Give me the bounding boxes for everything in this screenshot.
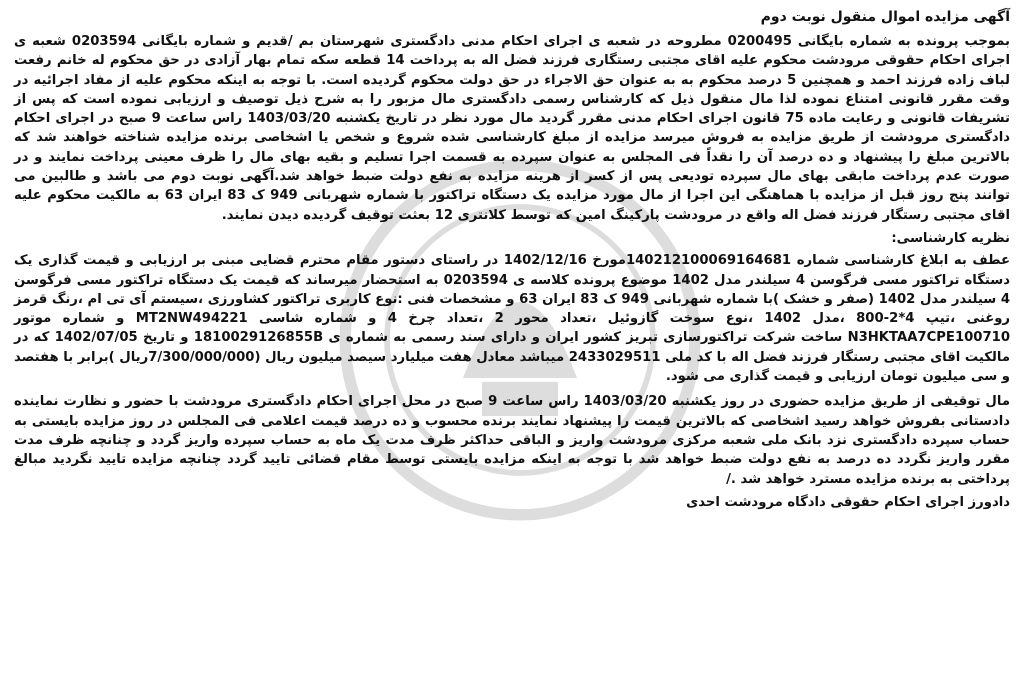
notice-paragraph-2: عطف به ابلاغ کارشناسی شماره 140212100069164681مورخ 1402/12/16 در راستای دستور مقام محترم قضایی مبنی بر ارزیابی و قیمت گذاری یک دستگاه تراکتور مسی فرگوسن 4 سیلندر مدل 1402 موضوع پرونده کلاسه ی 0203594 به استحضار میرساند که قیمت یک دستگاه تراکتور مسی فرگوسن 4 سیلندر مدل 1402 (صفر و خشک )با شماره شهربانی 949 ک 83 ایران 63 و مشخصات فنی :نوع کاربری تراکتور کشاورزی ،سیستم آی تی ام ،رنگ قرمز روغنی ،تیپ 4*2-800 ،مدل 1402 ،نوع سوخت گازوئیل ،تعداد محور 2 ،تعداد چرخ 4 و شماره شاسی MT2NW494221 و شماره موتور N3HKTAA7CPE100710 ساخت شرکت تراکتورسازی تبریز کشور ایران و دارای سند رسمی به شماره ی 1810029126855B و تاریخ 1402/07/05 که در مالکیت اقای مجتبی رستگار فرزند فضل اله با کد ملی 2433029511 میباشد معادل هفت میلیارد سیصد میلیون ریال (7/300/000/000ریال )برابر با هفتصد و سی میلیون تومان ارزیابی و قیمت گذاری می شود.	[14, 253, 1011, 385]
signature-line: دادورز اجرای احکام حقوقی دادگاه مرودشت احدی	[686, 494, 1010, 510]
notice-paragraph-1: بموجب پرونده به شماره بایگانی 0200495 مطروحه در شعبه ی اجرای احکام مدنی دادگستری شهرستان بم /قدیم و شماره بایگانی 0203594 شعبه ی اجرای احکام حقوقی مرودشت محکوم علیه اقای مجتبی رستگاری فرزند فضل اله به پرداخت 14 قطعه سکه تمام بهار آزادی در حق محکوم له خانم رفعت لباف زاده فرزند احمد و همچنین 5 درصد محکوم به به عنوان حق الاجراء در حق دولت محکوم گردیده است. با توجه به اینکه محکوم علیه از مفاد اجرائیه در وقت مقرر قانونی امتناع نموده لذا مال منقول ذیل که کارشناس رسمی دادگستری مال مزبور را به شرح ذیل توصیف و ارزیابی نموده است که پس از تشریفات قانونی و رعایت ماده 75 قانون اجرای احکام مدنی مقرر گردید مال مورد نظر در تاریخ یکشنبه 1403/03/20 راس ساعت 9 صبح در اجرای احکام دادگستری مرودشت از طریق مزایده به فروش میرسد مزایده از مبلغ کارشناسی شده شروع و شخص یا اشخاصی برنده مزایده شناخته خواهند شد که بالاترین مبلغ را پیشنهاد و ده درصد آن را نقداً فی المجلس به عنوان سپرده به قسمت اجرا تسلیم و بقیه بهای مال را ظرف معینی پرداخت نمایند و در صورت عدم پرداخت مابقی بهای مال سپرده تودیعی پس از کسر از هرینه مزایده به نفع دولت ضبط خواهد شد.آگهی نوبت دوم می باشد و طالبین می توانند پنج روز قبل از مزایده با هماهنگی این اجرا از مال مورد مزایده یک دستگاه تراکتور با شماره شهربانی 949 ک 83 ایران 63 به مالکیت محکوم علیه اقای مجتبی رستگار فرزند فضل اله واقع در مرودشت پارکینگ امین که توسط کلانتری 12 بعثت توقیف گردیده دیدن نمایند.	[14, 34, 1011, 223]
notice-paragraph-3: مال توقیفی از طریق مزایده حضوری در روز یکشنبه 1403/03/20 راس ساعت 9 صبح در محل اجرای احکام دادگستری مرودشت با حضور و نظارت نماینده دادستانی بفروش خواهد رسید اشخاصی که بالاترین قیمت را پیشنهاد نمایند برنده محسوب و ده درصد قیمت اعلامی فی المجلس در روز مزایده بایستی به حساب سپرده دادگستری نزد بانک ملی شعبه مرکزی مرودشت واریز و الباقی حداکثر ظرف مدت یک ماه به حساب سپرده واریز گردد و چنانچه ظرف مدت مقرر واریز نگردد ده درصد به نفع دولت ضبط خواهد شد با توجه به اینکه مزایده بایستی توسط مقام قضائی تایید گردد چنانچه مزایده تایید نگردید مبالغ پرداختی به برنده مزایده مسترد خواهد شد ./	[14, 394, 1010, 487]
expert-opinion-heading: نظریه کارشناسی:	[891, 230, 1010, 246]
notice-title: آگهی مزایده اموال منقول نوبت دوم	[760, 9, 1010, 25]
